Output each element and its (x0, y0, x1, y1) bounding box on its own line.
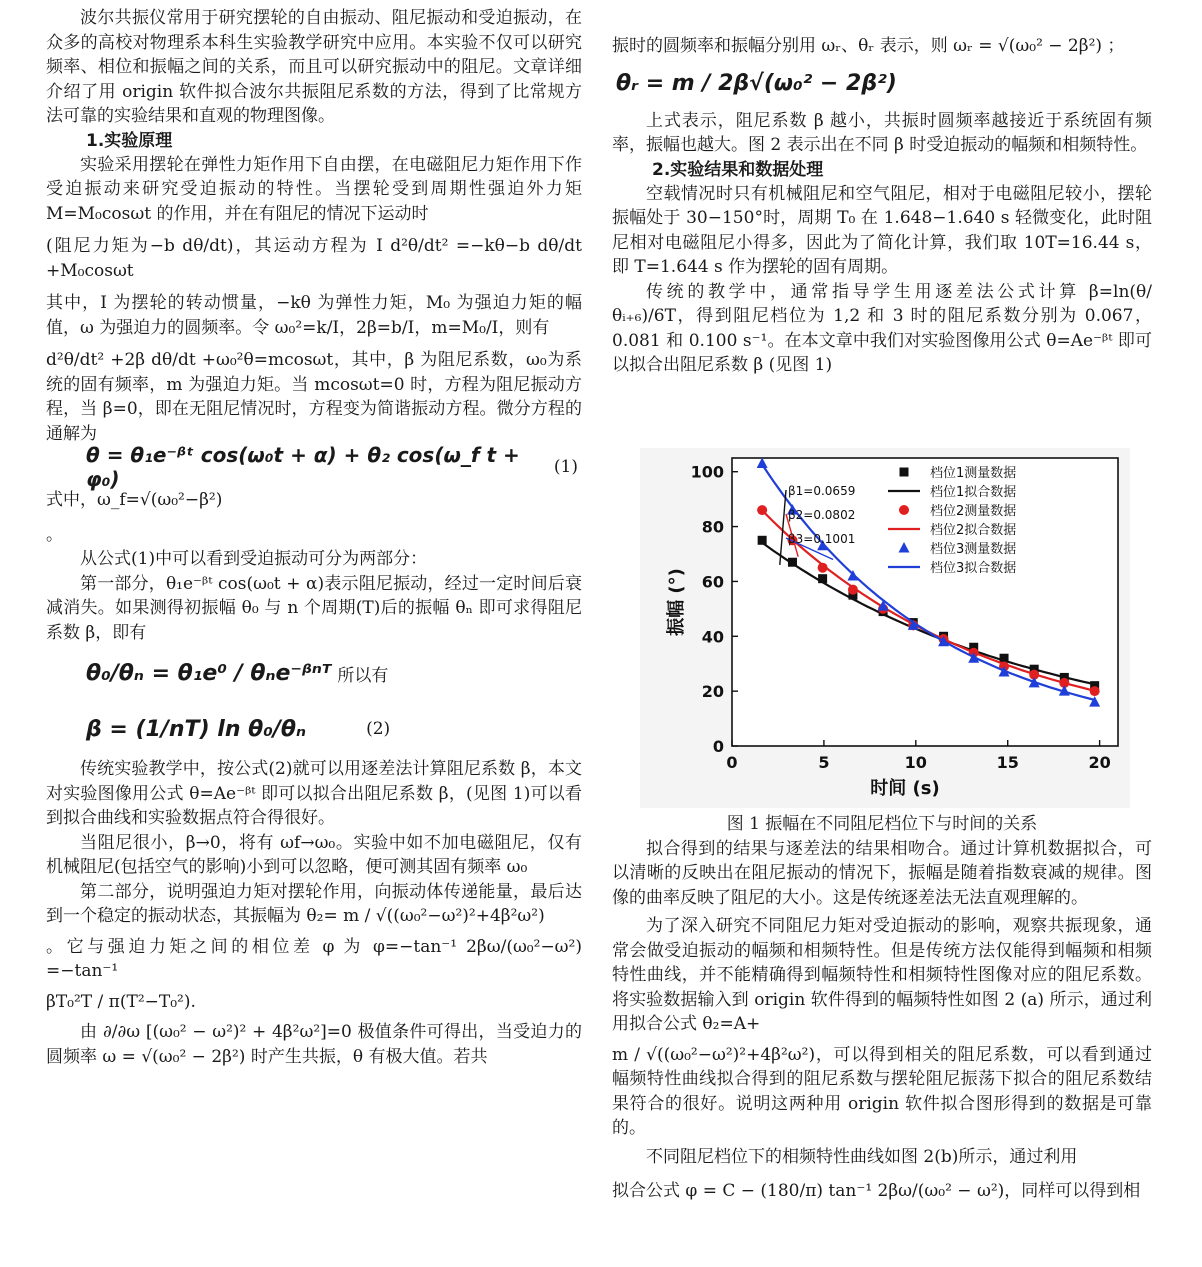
x-tick-label: 10 (904, 753, 927, 772)
figure-1-caption: 图 1 振幅在不同阻尼档位下与时间的关系 (726, 814, 1038, 834)
legend-label: 档位1拟合数据 (930, 485, 1017, 500)
phase-difference-fraction: βT₀²T / π(T²−T₀²). (46, 991, 196, 1012)
equation-2-number: (2) (366, 719, 391, 739)
equation-1 (46, 443, 582, 491)
y-tick-label: 80 (701, 517, 724, 537)
resonance-definition: 振时的圆频率和振幅分别用 ωᵣ、θᵣ 表示，则 ωᵣ = √(ω₀² − 2β²) ； (612, 36, 1125, 56)
amplitude-time-chart (640, 448, 1130, 808)
y-tick-label: 0 (712, 737, 724, 756)
equation-2 (46, 701, 582, 757)
annotation-label: β2=0.0802 (788, 508, 856, 522)
traditional-method-paragraph: 传统实验教学中，按公式(2)就可以用逐差法计算阻尼系数 β，本文对实验图像用公式 θ=Ae⁻ᵝᵗ 即可以拟合出阻尼系数 β，(见图 1)可以看到拟合曲线和实验数据点符合得很好。 (46, 759, 582, 828)
section-heading-1: 1.实验原理 (86, 130, 173, 151)
figure-1 (640, 448, 1130, 808)
phase-fit-formula-paragraph: 拟合公式 φ = C − (180/π) tan⁻¹ 2βω/(ω₀² − ω²)，同样可以得到相 (612, 1181, 1141, 1201)
period-mark: 。 (46, 524, 63, 545)
amplitude-fit-paragraph: m / √((ω₀²−ω²)²+4β²ω²)，可以得到相关的阻尼系数，可以看到通过幅频特性曲线拟合得到的阻尼系数与摆轮阻尼振荡下拟合的阻尼系数结果符合的很好。说明这两种用 origin 软件拟合图形得到的数据是可靠的。 (612, 1044, 1152, 1138)
omega-f-definition: 式中，ω_f=√(ω₀²−β²) (46, 490, 223, 510)
small-damping-paragraph: 当阻尼很小，β→0，将有 ωf→ω₀。实验中如不加电磁阻尼，仅有机械阻尼(包括空气的影响)小到可以忽略，便可测其固有频率 ω₀ (46, 832, 582, 877)
legend-marker (900, 468, 909, 477)
fit-result-paragraph: 拟合得到的结果与逐差法的结果相吻合。通过计算机数据拟合，可以清晰的反映出在阻尼振动的情况下，振幅是随着指数衰减的规律。图像的曲率反映了阻尼的大小。这是传统逐差法无法直观理解的。 (612, 838, 1152, 908)
x-tick-label: 5 (818, 753, 830, 772)
legend-label: 档位3测量数据 (930, 542, 1017, 557)
equation-1-formula: θ = θ₁e⁻ᵝᵗ cos(ω₀t + α) + θ₂ cos(ω_f t + φ₀) (86, 443, 520, 491)
beta-effect-paragraph: 上式表示，阻尼系数 β 越小，共振时圆频率越接近于系统固有频率，振幅也越大。图 2 表示出在不同 β 时受迫振动的幅频和相频特性。 (612, 110, 1152, 155)
legend-label: 档位2拟合数据 (930, 523, 1017, 538)
legend-label: 档位1测量数据 (930, 466, 1017, 481)
y-tick-label: 40 (701, 627, 724, 647)
lower-right-text (612, 812, 1152, 1204)
y-tick-label: 100 (690, 462, 724, 482)
section-heading-2: 2.实验结果和数据处理 (652, 159, 824, 180)
motion-equation-paragraph: (阻尼力矩为−b dθ/dt)，其运动方程为 I d²θ/dt² =−kθ−b dθ/dt +M₀cosωt (46, 236, 582, 281)
y-tick-label: 20 (701, 682, 724, 702)
annotation-label: β3=0.1001 (788, 532, 856, 546)
ratio-equation-formula: θ₀/θₙ = θ₁e⁰ / θₙe⁻ᵝⁿᵀ (86, 660, 332, 686)
phase-frequency-paragraph: 不同阻尼档位下的相频特性曲线如图 2(b)所示，通过利用 (646, 1146, 1078, 1167)
x-tick-label: 15 (996, 753, 1019, 772)
y-axis-label: 振幅 (°) (666, 568, 687, 636)
second-part-paragraph: 第二部分，说明强迫力矩对摆轮作用，向振动体传递能量，最后达到一个稳定的振动状态，其振幅为 θ₂= m / √((ω₀²−ω²)²+4β²ω²) (46, 881, 582, 926)
legend-label: 档位3拟合数据 (930, 561, 1017, 576)
no-load-paragraph: 空载情况时只有机械阻尼和空气阻尼，相对于电磁阻尼较小，摆轮振幅处于 30−150°时，周期 T₀ 在 1.648−1.640 s 轻微变化，此时阻尼相对电磁阻尼小得多，因此为了简化计算，我们取 10T=16.44 s，即 T=1.644 s 作为摆轮的固有周期。 (612, 183, 1152, 277)
resonance-paragraph: 由 ∂/∂ω [(ω₀² − ω²)² + 4β²ω²]=0 极值条件可得出，当受迫力的圆频率 ω = √(ω₀² − 2β²) 时产生共振，θ 有极大值。若共 (46, 1022, 582, 1067)
principle-paragraph: 实验采用摆轮在弹性力矩作用下自由摆，在电磁阻尼力矩作用下作受迫振动来研究受迫振动的特性。当摆轮受到周期性强迫外力矩 M=M₀cosωt 的作用，并在有阻尼的情况下运动时 (46, 154, 582, 224)
log-decrement-paragraph: 传统的教学中，通常指导学生用逐差法公式计算 β=ln(θ/θᵢ₊₆)/6T，得到阻尼档位为 1,2 和 3 时的阻尼系数分别为 0.067，0.081 和 0.100 s⁻¹。在本文章中我们对实验图像用公式 θ=Ae⁻ᵝᵗ 即可以拟合出阻尼系数 β (见图 1) (612, 281, 1152, 375)
definitions-paragraph: 其中，I 为摆轮的转动惯量，−kθ 为弹性力矩，M₀ 为强迫力矩的幅值，ω 为强迫力的圆频率。令 ω₀²=k/I，2β=b/I，m=M₀/I，则有 (46, 293, 582, 338)
legend-marker (899, 505, 909, 515)
phase-difference-paragraph: 。它与强迫力矩之间的相位差 φ 为 φ=−tan⁻¹ 2βω/(ω₀²−ω²) =−tan⁻¹ (46, 936, 582, 981)
left-column (46, 0, 582, 1069)
legend-label: 档位2测量数据 (930, 504, 1017, 519)
differential-equation-paragraph: d²θ/dt² +2β dθ/dt +ω₀²θ=mcosωt，其中，β 为阻尼系数，ω₀为系统的固有频率，m 为强迫力矩。当 mcosωt=0 时，方程为阻尼振动方程，当 β=0，即在无阻尼情况时，方程变为简谐振动方程。微分方程的通解为 (46, 350, 582, 444)
y-tick-label: 60 (701, 572, 724, 592)
intro-paragraph: 波尔共振仪常用于研究摆轮的自由振动、阻尼振动和受迫振动，在众多的高校对物理系本科生实验教学研究中应用。本实验不仅可以研究频率、相位和振幅之间的关系，而且可以研究振动中的阻尼。文章详细介绍了用 origin 软件拟合波尔共振阻尼系数的方法，得到了比常规方法可靠的实验结果和直观的物理图像。 (46, 8, 582, 126)
x-axis-label: 时间 (s) (870, 778, 940, 799)
theta-r-equation (612, 59, 1152, 109)
equation-2-formula: β = (1/nT) ln θ₀/θₙ (86, 716, 307, 742)
right-column (612, 0, 1152, 1267)
x-tick-label: 20 (1088, 753, 1111, 772)
data-point-circle (1090, 686, 1100, 696)
equation-1-number: (1) (553, 457, 578, 477)
forced-vibration-paragraph: 为了深入研究不同阻尼力矩对受迫振动的影响，观察共振现象，通常会做受迫振动的幅频和相频特性。但是传统方法仅能得到幅频和相频特性曲线，并不能精确得到幅频特性和相频特性图像对应的阻尼系数。将实验数据输入到 origin 软件得到的幅频特性如图 2 (a) 所示，通过利用拟合公式 θ₂=A+ (612, 916, 1152, 1034)
plot-frame (732, 458, 1118, 746)
ratio-equation-tail: 所以有 (337, 665, 389, 686)
two-parts-paragraph: 从公式(1)中可以看到受迫振动可分为两部分： (80, 549, 428, 569)
annotation-label: β1=0.0659 (788, 484, 856, 498)
ratio-equation (46, 645, 582, 701)
theta-r-formula: θᵣ = m / 2β√(ω₀² − 2β²) (616, 71, 897, 96)
first-part-paragraph: 第一部分，θ₁e⁻ᵝᵗ cos(ω₀t + α)表示阻尼振动，经过一定时间后衰减消失。如果测得初振幅 θ₀ 与 n 个周期(T)后的振幅 θₙ 即可求得阻尼系数 β，即有 (46, 573, 582, 643)
x-tick-label: 0 (726, 753, 738, 772)
